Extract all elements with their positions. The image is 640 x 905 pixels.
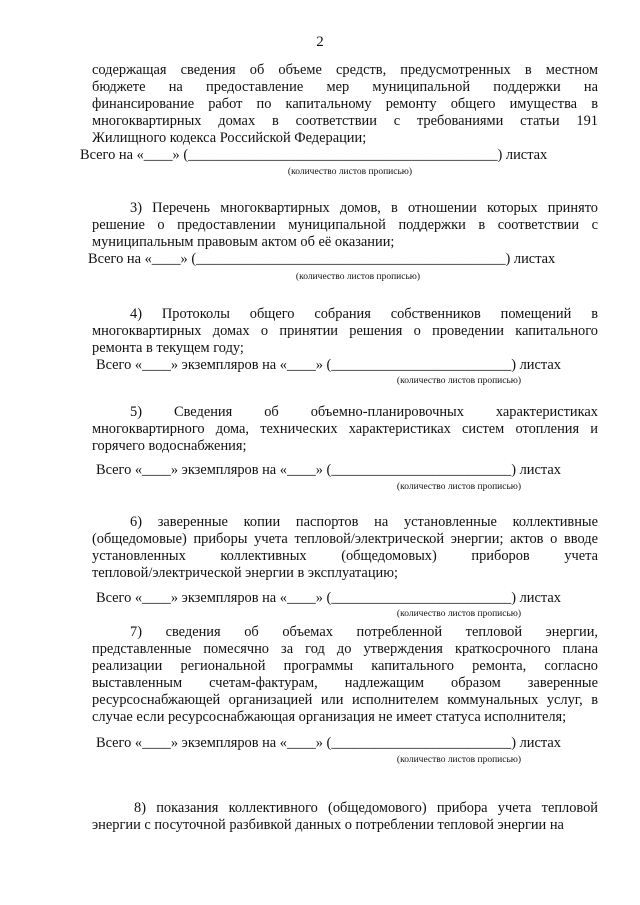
paragraph-line: представленные помесячно за год до утверждения краткосрочного плана [92, 641, 598, 657]
sheets-total-line: Всего на «____» (___________________________________________) листах [80, 147, 548, 163]
paragraph-line: ремонта в текущем году; [92, 340, 244, 356]
paragraph-line: случае если ресурсоснабжающая организация не имеет статуса исполнителя; [92, 709, 567, 725]
sheets-count-caption: (количество листов прописью) [396, 376, 522, 386]
paragraph-line: 6) заверенные копии паспортов на установленные коллективные [130, 514, 598, 530]
paragraph-line: реализации региональной программы капитального ремонта, согласно [92, 658, 598, 674]
paragraph-line: 7) сведения об объемах потребленной тепловой энергии, [130, 624, 598, 640]
paragraph-line: 5) Сведения об объемно-планировочных характеристиках [130, 404, 598, 420]
paragraph-line: многоквартирного дома, технических характеристиках систем отопления и [92, 421, 598, 437]
paragraph-line: финансирование работ по капитальному ремонту общего имущества в [92, 96, 598, 112]
paragraph-line: многоквартирных домах в соответствии с требованиями статьи 191 [92, 113, 598, 129]
paragraph-line: выставленным счетам-фактурам, надлежащим образом заверенные [92, 675, 598, 691]
sheets-total-line: Всего «____» экземпляров на «____» (_________________________) листах [96, 462, 561, 478]
sheets-count-caption: (количество листов прописью) [396, 755, 522, 765]
paragraph-line: Жилищного кодекса Российской Федерации; [92, 130, 367, 146]
paragraph-line: бюджете на предоставление мер муниципальной поддержки на [92, 79, 598, 95]
sheets-count-caption: (количество листов прописью) [396, 609, 522, 619]
paragraph-line: многоквартирных домах о принятии решения о проведении капитального [92, 323, 598, 339]
sheets-count-caption: (количество листов прописью) [295, 272, 421, 282]
paragraph-line: 4) Протоколы общего собрания собственников помещений в [130, 306, 598, 322]
paragraph-line: решение о предоставлении муниципальной поддержки в соответствии с [92, 217, 598, 233]
paragraph-line: (общедомовые) приборы учета тепловой/электрической энергии; актов о вводе [92, 531, 598, 547]
paragraph-line: содержащая сведения об объеме средств, предусмотренных в местном [92, 62, 598, 78]
paragraph-line: 8) показания коллективного (общедомового) прибора учета тепловой [134, 800, 598, 816]
sheets-total-line: Всего «____» экземпляров на «____» (_________________________) листах [96, 735, 561, 751]
paragraph-line: энергии с посуточной разбивкой данных о потреблении тепловой энергии на [92, 817, 564, 833]
sheets-total-line: Всего на «____» (___________________________________________) листах [88, 251, 556, 267]
paragraph-line: ресурсоснабжающей организацией или исполнителем коммунальных услуг, в [92, 692, 598, 708]
paragraph-line: 3) Перечень многоквартирных домов, в отношении которых принято [130, 200, 598, 216]
page-number: 2 [316, 34, 324, 50]
paragraph-line: муниципальным правовым актом об её оказании; [92, 234, 395, 250]
sheets-total-line: Всего «____» экземпляров на «____» (_________________________) листах [96, 590, 561, 606]
sheets-count-caption: (количество листов прописью) [287, 167, 413, 177]
paragraph-line: тепловой/электрической энергии в эксплуатацию; [92, 565, 398, 581]
sheets-count-caption: (количество листов прописью) [396, 482, 522, 492]
paragraph-line: установленных коллективных (общедомовых) приборов учета [92, 548, 598, 564]
sheets-total-line: Всего «____» экземпляров на «____» (_________________________) листах [96, 357, 561, 373]
paragraph-line: горячего водоснабжения; [92, 438, 247, 454]
